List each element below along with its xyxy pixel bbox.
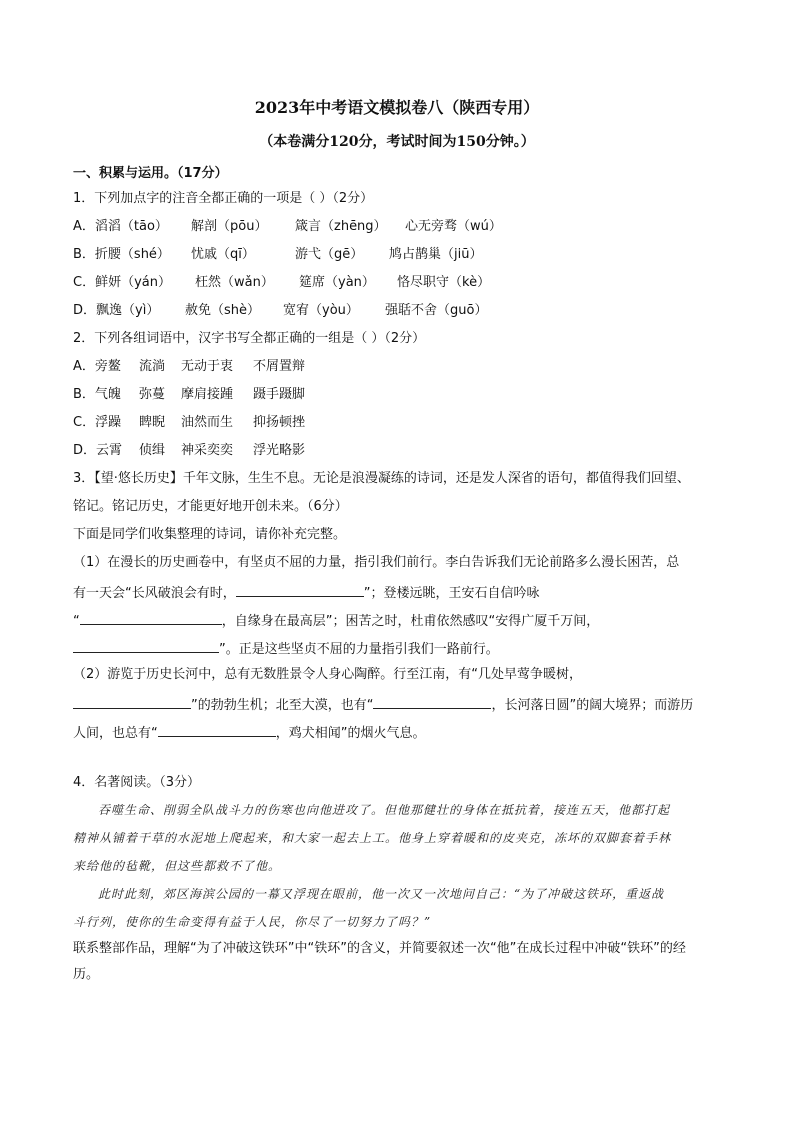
passage-text: ，鸡犬相闻”的烟火气息。 (275, 726, 426, 741)
answer-blank[interactable] (373, 694, 491, 709)
option-item: 流淌 (139, 359, 166, 374)
option-item: 不屑置辩 (253, 359, 306, 374)
option-item: 蹑手蹑脚 (253, 387, 306, 402)
section-heading: 一、积累与运用。（17分） (73, 166, 228, 181)
option-item: 无动于衷 (181, 359, 234, 374)
option-item: B．折腰（shé） (73, 247, 170, 262)
page-title: 2023年中考语文模拟卷八（陕西专用） (254, 98, 540, 117)
excerpt-line: 来给他的毡靴，但这些都救不了他。 (73, 859, 282, 873)
question-2-option-a (73, 358, 305, 376)
option-item: D．云霄 (73, 443, 123, 458)
option-item: 恪尽职守（kè） (397, 275, 491, 290)
option-item: 赦免（shè） (185, 303, 261, 318)
option-item: 鸠占鹊巢（jiū） (389, 247, 483, 262)
question-1-option-b (73, 246, 482, 264)
excerpt-line: 斗行列，使你的生命变得有益于人民，你尽了一切努力了吗？” (73, 915, 432, 929)
answer-blank[interactable] (158, 722, 276, 737)
question-4-task: 联系整部作品，理解“为了冲破这铁环”中“铁环”的含义，并简要叙述一次“他”在成长过程中冲破“铁环”的经 (73, 941, 686, 956)
option-item: B．气魄 (73, 387, 121, 402)
option-item: 箴言（zhēng） (295, 219, 387, 234)
question-3-line: 铭记。铭记历史，才能更好地开创未来。（6分） (73, 499, 348, 514)
excerpt-line: 精神从铺着干草的水泥地上爬起来，和大家一起去上工。他身上穿着暖和的皮夹克，冻坏的双脚套着手林 (73, 831, 672, 845)
option-item: 解剖（pōu） (191, 219, 268, 234)
option-item: D．飘逸（yì） (73, 303, 160, 318)
question-3-part2-line (73, 722, 426, 743)
question-4-stem: 4．名著阅读。（3分） (73, 775, 201, 790)
option-item: 弥蔓 (139, 387, 166, 402)
question-3-part1-line (73, 610, 599, 631)
passage-text: 有一天会“长风破浪会有时， (73, 586, 236, 601)
question-3-part1-line (73, 638, 499, 659)
option-item: 睥睨 (139, 415, 166, 430)
question-3-part2-line: （2）游览于历史长河中，总有无数胜景令人身心陶醉。行至江南，有“几处早莺争暖树， (73, 667, 583, 682)
option-item: 抑扬顿挫 (253, 415, 306, 430)
question-3-line: 3．【望·悠长历史】千年文脉，生生不息。无论是浪漫凝练的诗词，还是发人深省的语句，都值得我们回望、 (73, 471, 690, 486)
option-item: C．浮躁 (73, 415, 122, 430)
option-item: 强聒不舍（guō） (385, 303, 488, 318)
option-item: 神采奕奕 (181, 443, 234, 458)
answer-blank[interactable] (73, 638, 219, 653)
passage-text: 人间，也总有“ (73, 726, 158, 741)
answer-blank[interactable] (236, 582, 364, 597)
option-item: 油然而生 (181, 415, 234, 430)
passage-text: ”；登楼远眺，王安石自信吟咏 (363, 586, 540, 601)
option-item: C．鲜妍（yán） (73, 275, 171, 290)
option-item: 浮光略影 (253, 443, 306, 458)
passage-text: ”的勃勃生机；北至大漠，也有“ (191, 698, 374, 713)
option-item: 宽宥（yòu） (283, 303, 359, 318)
option-item: 筵席（yàn） (299, 275, 375, 290)
option-item: A．滔滔（tāo） (73, 219, 168, 234)
question-3-line: 下面是同学们收集整理的诗词，请你补充完整。 (73, 527, 347, 542)
option-item: 侦缉 (139, 443, 166, 458)
question-2-option-d (73, 442, 305, 460)
page-subtitle: （本卷满分120分，考试时间为150分钟。） (259, 134, 535, 150)
excerpt-line: 此时此刻，郊区海滨公园的一幕又浮现在眼前，他一次又一次地问自己：“为了冲破这铁环，重返战 (98, 887, 665, 901)
option-item: 忧戚（qī） (191, 247, 255, 262)
option-item: 摩肩接踵 (181, 387, 234, 402)
question-2-stem: 2．下列各组词语中，汉字书写全都正确的一组是（ ）（2分） (73, 331, 426, 346)
passage-text: ”。正是这些坚贞不屈的力量指引我们一路前行。 (219, 642, 499, 657)
question-1-option-a (73, 218, 502, 236)
option-item: 游弋（gē） (295, 247, 364, 262)
question-3-part2-line (73, 694, 693, 715)
answer-blank[interactable] (73, 694, 191, 709)
question-1-option-d (73, 302, 487, 320)
question-1-option-c (73, 274, 490, 292)
passage-text: ，自缘身在最高层”；困苦之时，杜甫依然感叹“安得广厦千万间， (221, 614, 600, 629)
answer-blank[interactable] (80, 610, 222, 625)
question-3-part1-line: （1）在漫长的历史画卷中，有坚贞不屈的力量，指引我们前行。李白告诉我们无论前路多么漫长困苦，总 (73, 555, 680, 570)
question-4-task: 历。 (73, 967, 100, 982)
question-2-option-c (73, 414, 305, 432)
question-3-part1-line (73, 582, 540, 603)
excerpt-line: 吞噬生命、削弱全队战斗力的伤寒也向他进攻了。但他那健壮的身体在抵抗着，接连五天，他都打起 (98, 803, 671, 817)
question-1-stem: 1．下列加点字的注音全都正确的一项是（ ）（2分） (73, 191, 374, 206)
passage-text: ，长河落日圆”的阔大境界；而游历 (491, 698, 694, 713)
option-item: 枉然（wǎn） (195, 275, 274, 290)
option-item: A．旁鳌 (73, 359, 121, 374)
option-item: 心无旁骛（wú） (405, 219, 502, 234)
question-2-option-b (73, 386, 305, 404)
passage-text: “ (73, 614, 80, 629)
